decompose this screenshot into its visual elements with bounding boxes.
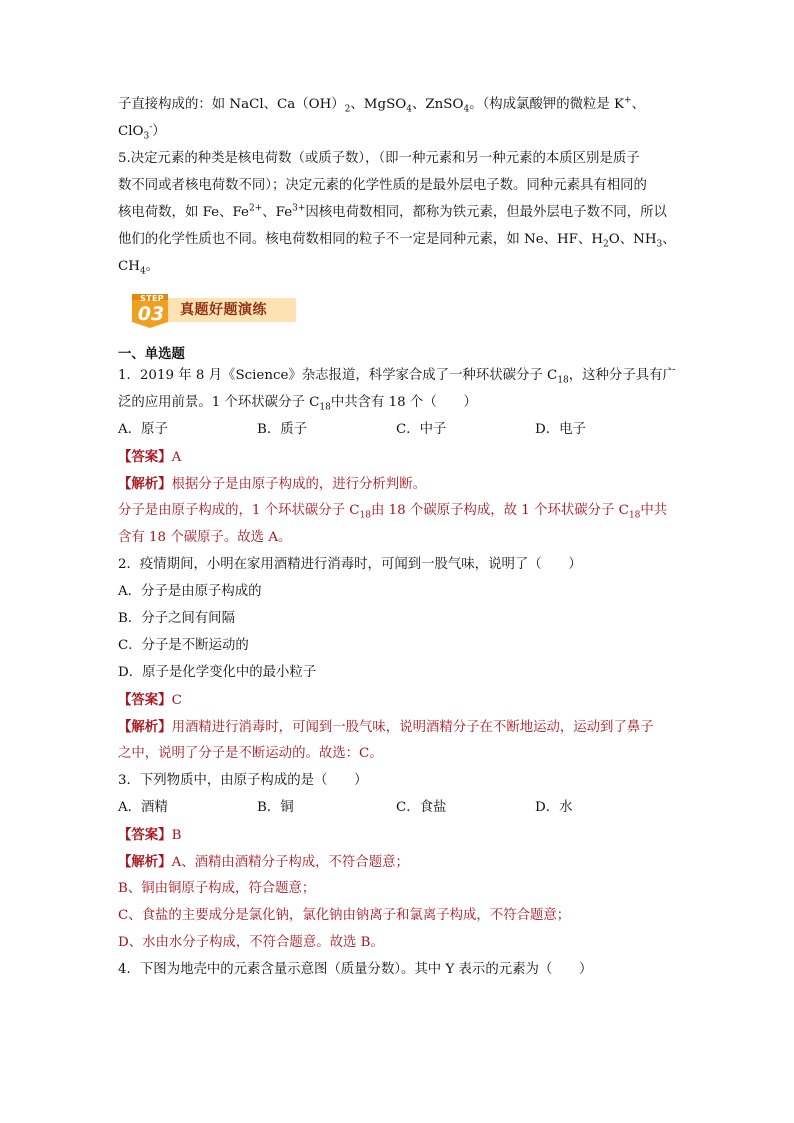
q3-analysis-line-3: C、食盐的主要成分是氯化钠，氯化钠由钠离子和氯离子构成，不符合题意； [118,908,571,923]
point-5-line-4: 他们的化学性质也不同。核电荷数相同的粒子不一定是同种元素，如 Ne、HF、$H_2O$、$NH_3$、 [118,232,676,250]
q1-analysis-line-1: 【解析】根据分子是由原子构成的，进行分析判断。 [118,476,426,492]
section-title: 真题好题演练 [180,302,267,318]
step-label: STEP [140,294,164,303]
q1-analysis-line-3: 含有 18 个碳原子。故选 A。 [118,530,292,545]
intro-line-1: 子直接构成的：如 NaCl、$Ca(OH)_2$、MgSO$_4$、ZnSO$_4$。（构成氯酸钾的微粒是 K+、 [118,95,645,115]
q3-option-a: A．酒精 [118,800,168,815]
q2-analysis-line-2: 之中，说明了分子是不断运动的。故选：C。 [118,746,383,761]
q1-option-a: A．原子 [118,422,168,437]
step-badge [128,292,298,330]
q3-analysis-line-1: 【解析】A、酒精由酒精分子构成，不符合题意； [118,854,409,870]
q3-answer: 【答案】B [118,827,182,843]
q3-option-c: C．食盐 [396,800,447,815]
q3-analysis-line-2: B、铜由铜原子构成，符合题意； [118,881,316,896]
q1-option-d: D．电子 [535,422,586,437]
q3-analysis-line-4: D、水由水分子构成，不符合题意。故选 B。 [118,935,384,950]
q1-option-c: C．中子 [396,422,447,437]
q2-analysis-line-1: 【解析】用酒精进行消毒时，可闻到一股气味，说明酒精分子在不断地运动，运动到了鼻子 [118,719,654,735]
q4-stem: 4．下图为地壳中的元素含量示意图（质量分数）。其中 Y 表示的元素为（ ） [118,962,593,977]
q2-option-c: C．分子是不断运动的 [118,638,249,653]
q1-option-b: B．质子 [257,422,308,437]
q1-analysis-line-2: 分子是由原子构成的，1 个环状碳分子 $C_{18}$由 18 个碳原子构成，故 1 个环状碳分子 $C_{18}$中共 [118,503,668,521]
q2-option-d: D．原子是化学变化中的最小粒子 [118,665,317,680]
section-heading: 一、单选题 [118,346,185,362]
q1-stem-line-1: 1．2019 年 8 月《Science》杂志报道，科学家合成了一种环状碳分子 $C_{18}$，这种分子具有广 [118,368,676,386]
q3-option-d: D．水 [535,800,573,815]
q2-stem: 2．疫情期间，小明在家用酒精进行消毒时，可闻到一股气味，说明了（ ） [118,557,582,572]
q3-stem: 3．下列物质中，由原子构成的是（ ） [118,773,368,788]
point-5-line-5: $CH_4$。 [118,259,160,277]
step-number: 03 [137,303,165,325]
q1-answer: 【答案】A [118,449,182,465]
q2-answer: 【答案】C [118,692,182,708]
point-5-line-2: 数不同或者核电荷数不同）；决定元素的化学性质的是最外层电子数。同种元素具有相同的 [118,178,647,193]
point-5-line-3: 核电荷数，如 Fe、$Fe^{2+}$、$Fe^{3+}$因核电荷数相同，都称为铁元素，但最外层电子数不同，所以 [118,203,667,220]
point-5-line-1: 5.决定元素的种类是核电荷数（或质子数），（即一种元素和另一种元素的本质区别是质子 [118,151,640,166]
q2-option-b: B．分子之间有间隔 [118,611,235,626]
q2-option-a: A．分子是由原子构成的 [118,584,262,599]
q1-stem-line-2: 泛的应用前景。1 个环状碳分子 $C_{18}$中共含有 18 个（ ） [118,395,477,413]
intro-line-2: ClO$_3$-） [118,122,166,142]
q3-option-b: B．铜 [257,800,294,815]
